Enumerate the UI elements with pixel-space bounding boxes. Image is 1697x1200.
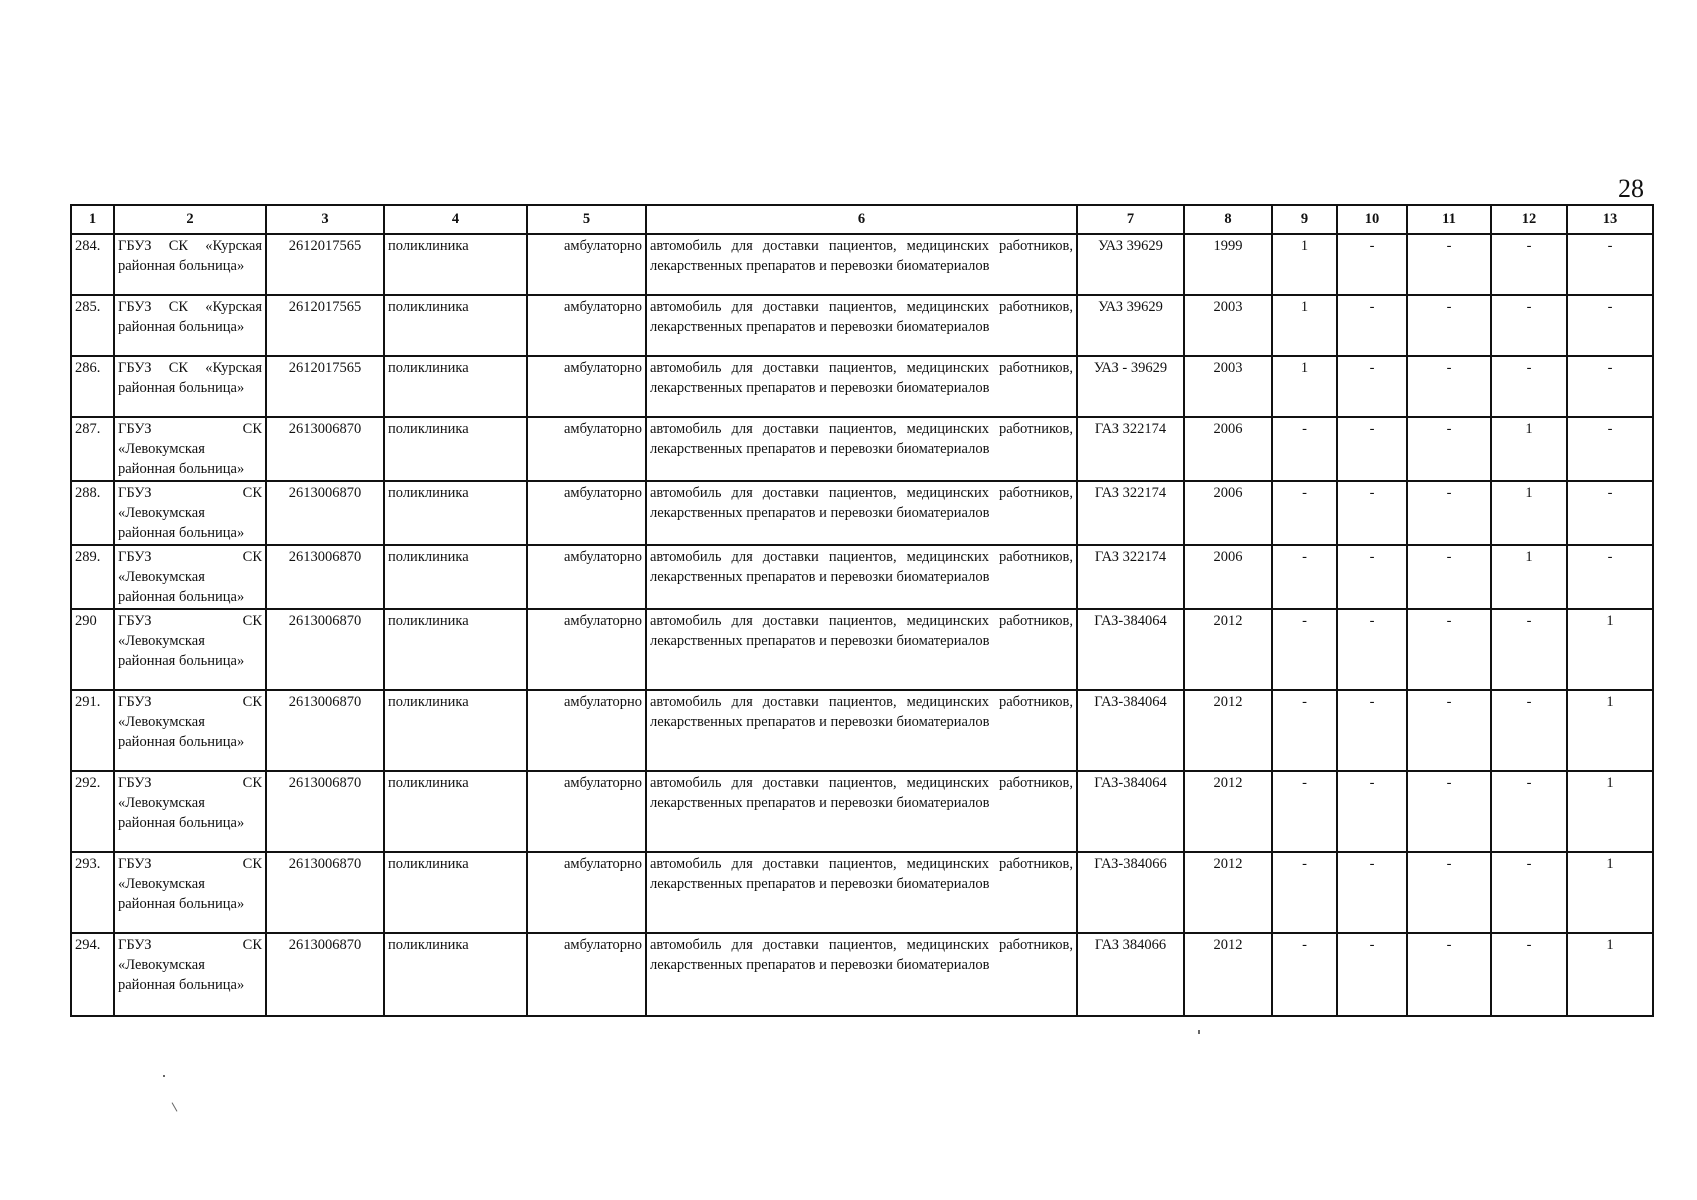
- count-cell-10: -: [1337, 356, 1407, 417]
- model-cell: ГАЗ 322174: [1077, 417, 1184, 481]
- model-cell: ГАЗ-384064: [1077, 690, 1184, 771]
- year-cell: 2006: [1184, 481, 1272, 545]
- count-cell-9: -: [1272, 852, 1337, 933]
- organization-cell: ГБУЗ СК «Левокумская районная больница»: [114, 609, 266, 690]
- count-cell-11: -: [1407, 771, 1491, 852]
- column-header: 12: [1491, 205, 1567, 234]
- count-cell-9: -: [1272, 690, 1337, 771]
- count-cell-12: -: [1491, 609, 1567, 690]
- column-header: 13: [1567, 205, 1653, 234]
- table-row: [71, 609, 1653, 690]
- inn-cell: 2613006870: [266, 771, 384, 852]
- count-cell-13: -: [1567, 356, 1653, 417]
- column-header: 4: [384, 205, 527, 234]
- organization-cell: ГБУЗ СК «Левокумская районная больница»: [114, 933, 266, 1016]
- row-number: 289.: [71, 545, 114, 609]
- year-cell: 2012: [1184, 609, 1272, 690]
- row-number: 285.: [71, 295, 114, 356]
- mode-cell: амбулаторно: [527, 771, 646, 852]
- column-header: 9: [1272, 205, 1337, 234]
- row-number: 287.: [71, 417, 114, 481]
- inn-cell: 2613006870: [266, 481, 384, 545]
- year-cell: 2006: [1184, 417, 1272, 481]
- column-header: 8: [1184, 205, 1272, 234]
- unit-cell: поликлиника: [384, 417, 527, 481]
- count-cell-11: -: [1407, 356, 1491, 417]
- organization-cell: ГБУЗ СК «Курская районная больница»: [114, 356, 266, 417]
- page-number: 28: [1618, 174, 1644, 203]
- year-cell: 2006: [1184, 545, 1272, 609]
- purpose-cell: автомобиль для доставки пациентов, медицинских работников, лекарственных препаратов и перевозки биоматериалов: [646, 234, 1077, 295]
- year-cell: 2003: [1184, 295, 1272, 356]
- scan-speck: [172, 1102, 178, 1111]
- year-cell: 2012: [1184, 933, 1272, 1016]
- mode-cell: амбулаторно: [527, 295, 646, 356]
- year-cell: 2003: [1184, 356, 1272, 417]
- organization-cell: ГБУЗ СК «Левокумская районная больница»: [114, 545, 266, 609]
- count-cell-13: 1: [1567, 609, 1653, 690]
- count-cell-12: 1: [1491, 417, 1567, 481]
- column-header: 6: [646, 205, 1077, 234]
- organization-cell: ГБУЗ СК «Левокумская районная больница»: [114, 690, 266, 771]
- inn-cell: 2613006870: [266, 690, 384, 771]
- mode-cell: амбулаторно: [527, 545, 646, 609]
- count-cell-9: -: [1272, 771, 1337, 852]
- count-cell-11: -: [1407, 295, 1491, 356]
- inn-cell: 2613006870: [266, 933, 384, 1016]
- organization-cell: ГБУЗ СК «Курская районная больница»: [114, 234, 266, 295]
- count-cell-12: -: [1491, 933, 1567, 1016]
- count-cell-13: 1: [1567, 852, 1653, 933]
- unit-cell: поликлиника: [384, 481, 527, 545]
- row-number: 293.: [71, 852, 114, 933]
- count-cell-11: -: [1407, 234, 1491, 295]
- count-cell-10: -: [1337, 852, 1407, 933]
- mode-cell: амбулаторно: [527, 609, 646, 690]
- unit-cell: поликлиника: [384, 356, 527, 417]
- unit-cell: поликлиника: [384, 771, 527, 852]
- model-cell: ГАЗ-384066: [1077, 852, 1184, 933]
- column-header: 10: [1337, 205, 1407, 234]
- purpose-cell: автомобиль для доставки пациентов, медицинских работников, лекарственных препаратов и перевозки биоматериалов: [646, 771, 1077, 852]
- inn-cell: 2613006870: [266, 609, 384, 690]
- table-row: [71, 771, 1653, 852]
- year-cell: 1999: [1184, 234, 1272, 295]
- unit-cell: поликлиника: [384, 852, 527, 933]
- row-number: 288.: [71, 481, 114, 545]
- row-number: 290: [71, 609, 114, 690]
- organization-cell: ГБУЗ СК «Курская районная больница»: [114, 295, 266, 356]
- model-cell: УАЗ 39629: [1077, 234, 1184, 295]
- model-cell: ГАЗ 322174: [1077, 545, 1184, 609]
- count-cell-11: -: [1407, 852, 1491, 933]
- inn-cell: 2612017565: [266, 356, 384, 417]
- model-cell: ГАЗ-384064: [1077, 771, 1184, 852]
- organization-cell: ГБУЗ СК «Левокумская районная больница»: [114, 771, 266, 852]
- organization-cell: ГБУЗ СК «Левокумская районная больница»: [114, 417, 266, 481]
- column-header: 5: [527, 205, 646, 234]
- count-cell-12: -: [1491, 690, 1567, 771]
- inn-cell: 2612017565: [266, 234, 384, 295]
- count-cell-12: -: [1491, 356, 1567, 417]
- count-cell-12: -: [1491, 771, 1567, 852]
- year-cell: 2012: [1184, 852, 1272, 933]
- row-number: 291.: [71, 690, 114, 771]
- count-cell-12: 1: [1491, 481, 1567, 545]
- model-cell: ГАЗ-384064: [1077, 609, 1184, 690]
- count-cell-13: -: [1567, 295, 1653, 356]
- model-cell: ГАЗ 384066: [1077, 933, 1184, 1016]
- table-row: [71, 356, 1653, 417]
- count-cell-13: -: [1567, 481, 1653, 545]
- purpose-cell: автомобиль для доставки пациентов, медицинских работников, лекарственных препаратов и перевозки биоматериалов: [646, 481, 1077, 545]
- count-cell-9: 1: [1272, 356, 1337, 417]
- count-cell-9: -: [1272, 417, 1337, 481]
- purpose-cell: автомобиль для доставки пациентов, медицинских работников, лекарственных препаратов и перевозки биоматериалов: [646, 852, 1077, 933]
- count-cell-11: -: [1407, 417, 1491, 481]
- table-row: [71, 295, 1653, 356]
- count-cell-13: -: [1567, 545, 1653, 609]
- year-cell: 2012: [1184, 690, 1272, 771]
- count-cell-10: -: [1337, 481, 1407, 545]
- count-cell-9: 1: [1272, 234, 1337, 295]
- purpose-cell: автомобиль для доставки пациентов, медицинских работников, лекарственных препаратов и перевозки биоматериалов: [646, 417, 1077, 481]
- count-cell-10: -: [1337, 609, 1407, 690]
- count-cell-11: -: [1407, 690, 1491, 771]
- count-cell-9: 1: [1272, 295, 1337, 356]
- mode-cell: амбулаторно: [527, 481, 646, 545]
- row-number: 286.: [71, 356, 114, 417]
- purpose-cell: автомобиль для доставки пациентов, медицинских работников, лекарственных препаратов и перевозки биоматериалов: [646, 295, 1077, 356]
- organization-cell: ГБУЗ СК «Левокумская районная больница»: [114, 852, 266, 933]
- mode-cell: амбулаторно: [527, 417, 646, 481]
- column-header: 2: [114, 205, 266, 234]
- count-cell-10: -: [1337, 933, 1407, 1016]
- table-row: [71, 933, 1653, 1016]
- count-cell-12: 1: [1491, 545, 1567, 609]
- count-cell-13: -: [1567, 417, 1653, 481]
- count-cell-13: 1: [1567, 933, 1653, 1016]
- purpose-cell: автомобиль для доставки пациентов, медицинских работников, лекарственных препаратов и перевозки биоматериалов: [646, 690, 1077, 771]
- mode-cell: амбулаторно: [527, 933, 646, 1016]
- unit-cell: поликлиника: [384, 933, 527, 1016]
- model-cell: ГАЗ 322174: [1077, 481, 1184, 545]
- count-cell-9: -: [1272, 933, 1337, 1016]
- table-row: [71, 690, 1653, 771]
- purpose-cell: автомобиль для доставки пациентов, медицинских работников, лекарственных препаратов и перевозки биоматериалов: [646, 933, 1077, 1016]
- inn-cell: 2613006870: [266, 417, 384, 481]
- model-cell: УАЗ 39629: [1077, 295, 1184, 356]
- count-cell-11: -: [1407, 609, 1491, 690]
- purpose-cell: автомобиль для доставки пациентов, медицинских работников, лекарственных препаратов и перевозки биоматериалов: [646, 609, 1077, 690]
- count-cell-10: -: [1337, 295, 1407, 356]
- count-cell-10: -: [1337, 417, 1407, 481]
- column-number-row: [71, 205, 1653, 234]
- scan-speck: [1198, 1030, 1200, 1034]
- row-number: 294.: [71, 933, 114, 1016]
- inn-cell: 2613006870: [266, 545, 384, 609]
- year-cell: 2012: [1184, 771, 1272, 852]
- count-cell-9: -: [1272, 481, 1337, 545]
- count-cell-13: -: [1567, 234, 1653, 295]
- count-cell-10: -: [1337, 234, 1407, 295]
- purpose-cell: автомобиль для доставки пациентов, медицинских работников, лекарственных препаратов и перевозки биоматериалов: [646, 356, 1077, 417]
- count-cell-11: -: [1407, 933, 1491, 1016]
- count-cell-10: -: [1337, 690, 1407, 771]
- unit-cell: поликлиника: [384, 234, 527, 295]
- table-row: [71, 234, 1653, 295]
- table-row: [71, 417, 1653, 481]
- mode-cell: амбулаторно: [527, 852, 646, 933]
- row-number: 284.: [71, 234, 114, 295]
- count-cell-10: -: [1337, 545, 1407, 609]
- organization-cell: ГБУЗ СК «Левокумская районная больница»: [114, 481, 266, 545]
- count-cell-9: -: [1272, 609, 1337, 690]
- column-header: 11: [1407, 205, 1491, 234]
- mode-cell: амбулаторно: [527, 356, 646, 417]
- unit-cell: поликлиника: [384, 295, 527, 356]
- vehicle-registry-table: [70, 204, 1654, 1017]
- count-cell-13: 1: [1567, 690, 1653, 771]
- count-cell-13: 1: [1567, 771, 1653, 852]
- column-header: 1: [71, 205, 114, 234]
- count-cell-12: -: [1491, 234, 1567, 295]
- column-header: 7: [1077, 205, 1184, 234]
- mode-cell: амбулаторно: [527, 690, 646, 771]
- column-header: 3: [266, 205, 384, 234]
- unit-cell: поликлиника: [384, 690, 527, 771]
- count-cell-12: -: [1491, 295, 1567, 356]
- count-cell-10: -: [1337, 771, 1407, 852]
- scan-speck: [163, 1075, 165, 1077]
- inn-cell: 2613006870: [266, 852, 384, 933]
- table-row: [71, 852, 1653, 933]
- table-row: [71, 481, 1653, 545]
- purpose-cell: автомобиль для доставки пациентов, медицинских работников, лекарственных препаратов и перевозки биоматериалов: [646, 545, 1077, 609]
- row-number: 292.: [71, 771, 114, 852]
- inn-cell: 2612017565: [266, 295, 384, 356]
- model-cell: УАЗ - 39629: [1077, 356, 1184, 417]
- unit-cell: поликлиника: [384, 545, 527, 609]
- table-row: [71, 545, 1653, 609]
- mode-cell: амбулаторно: [527, 234, 646, 295]
- count-cell-11: -: [1407, 481, 1491, 545]
- count-cell-12: -: [1491, 852, 1567, 933]
- unit-cell: поликлиника: [384, 609, 527, 690]
- count-cell-9: -: [1272, 545, 1337, 609]
- count-cell-11: -: [1407, 545, 1491, 609]
